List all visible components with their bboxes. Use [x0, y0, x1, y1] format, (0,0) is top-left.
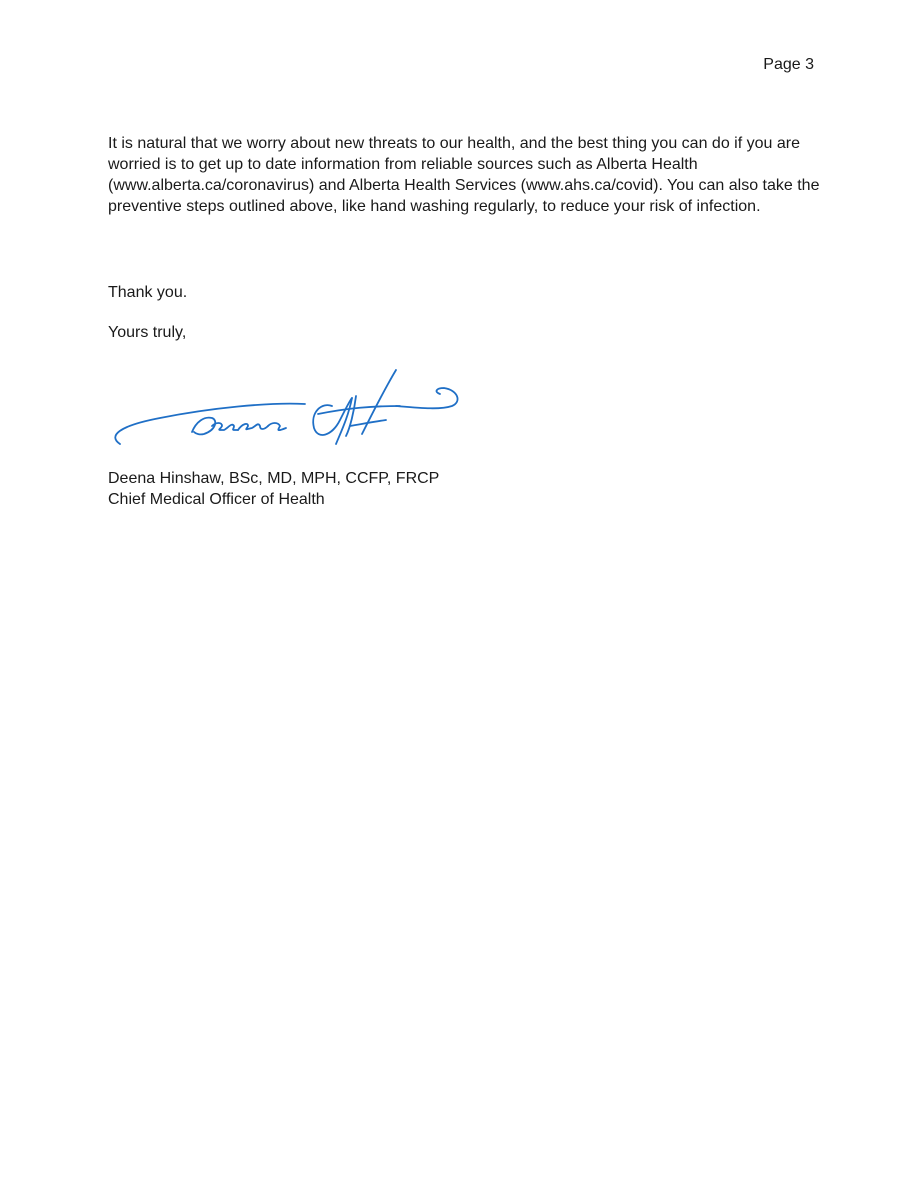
thank-you-line: Thank you.	[108, 284, 188, 301]
signer-title: Chief Medical Officer of Health	[108, 491, 325, 508]
signer-name: Deena Hinshaw, BSc, MD, MPH, CCFP, FRCP	[108, 470, 440, 487]
handwritten-signature	[100, 362, 470, 457]
page-number: Page 3	[763, 56, 814, 73]
signer-block	[108, 468, 439, 510]
body-paragraph: It is natural that we worry about new threats to our health, and the best thing you can do if you are worried is to get up to date information from reliable sources such as Alberta Health (www.alberta.ca/coronavirus) and Alberta Health Services (www.ahs.ca/covid). You can also take the preventive steps outlined above, like hand washing regularly, to reduce your risk of infection.	[108, 135, 820, 215]
closing-salutation: Yours truly,	[108, 324, 187, 341]
